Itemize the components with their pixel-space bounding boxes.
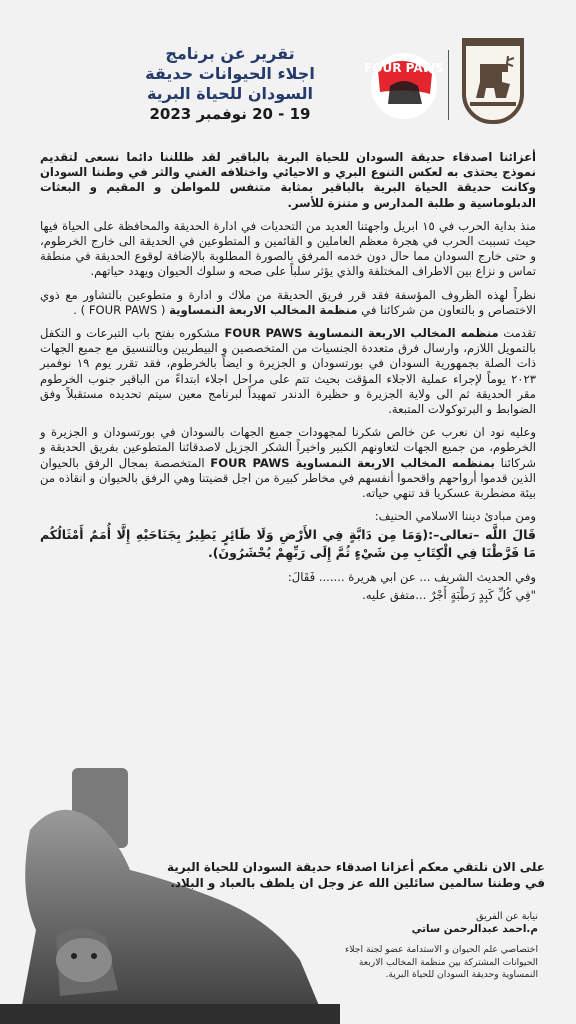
bear-tree-emblem-icon (466, 42, 520, 120)
report-date: 19 - 20 نوفمبر 2023 (149, 105, 311, 123)
report-title-line3: السودان للحياة البرية (146, 84, 314, 103)
signature-on-behalf: نيابة عن الفريق (476, 911, 538, 922)
report-title-line2: اجلاء الحيوانات حديقة (145, 64, 315, 83)
hadith-text: "فِي كُلِّ كَبِدٍ رَطْبَةٍ أَجْرٌ ...متفق عليه. (362, 587, 536, 602)
four-paws-logo (364, 52, 444, 120)
lioness-and-cub-illustration (0, 760, 340, 1024)
report-body (40, 150, 536, 611)
intro-paragraph: أعزائنا اصدقاء حديقة السودان للحياة البرية بالباقير لقد ظللننا دائما نسعى لتقديم نموذج يحتذى به لعكس التنوع البري و الاحيائي واختلافه الغني والثر في وطننا السودان وكانت حديقة الحياة البرية بالباقير بمثابة متنفس للمواطن و المقيم و البعثات الدبلوماسية و طلبة المدارس و متنزة للأسر. (40, 150, 536, 210)
signature-block (330, 910, 538, 982)
thanks-rest: المتخصصة بمجال الرفق بالحيوان الذين قدموا أرواحهم واقحموا أنفسهم في مخاطر كبيرة من اجل قضيتنا وهي الرفق بالحيوان و انقاذه من بيئة مضطربة عسكريا قد تنهي حياته. (40, 455, 536, 501)
four-paws-org-english: ( FOUR PAWS ) . (73, 302, 166, 317)
thanks-paragraph (40, 425, 536, 501)
report-title-line1: تقرير عن برنامج (165, 44, 295, 63)
four-paws-logo-text: FOUR PAWS (364, 61, 444, 75)
decision-paragraph (40, 288, 536, 318)
report-title-block (110, 44, 350, 124)
thanks-start: وعليه نود ان نعرب عن خالص شكرنا لمجهودات جميع الجهات بالسودان في بورتسودان و الجزيرة و الخرطوم، من جميع الجهات لتعاونهم الكبير واخيراً الشكر الجزيل لاصدقائنا المتطوعين بفريق الحديقة و شركائنا (40, 425, 536, 470)
evacuation-start: تقدمت (503, 326, 537, 341)
quran-verse: قَالَ اللَّه –تعالى–:(وَمَا مِن دَابَّةٍ فِي الأَرْضِ وَلَا طَائِرٍ يَطِيرُ بِجَنَاحَيْهِ إِلَّا أُمَمٌ أَمْثَالُكُم مَا فَرَّطْنَا فِي الْكِتَابِ مِن شَيْءٍ ثُمَّ إِلَى رَبِّهِمْ يُحْشَرُونَ). (40, 527, 536, 561)
logo-divider (448, 50, 449, 120)
evacuation-details: مشكوره بفتح باب التبرعات و التكفل بالتمويل اللازم، وارسال فرق متعددة الجنسيات من المتخصصين و البيطريين وبالتنسيق مع جميع الجهات ذات الصلة بجمهورية السودان في بورتسودان و الجزيرة و ايضاً بالخرطوم، فقد تقرر يوم ١٩ نوفمبر ٢٠٢٣ يوماً لإجراء عملية الاجلاء المؤقت بحيث تتم على مراحل اجلاء ابتداءً من الباقير جنوب الخرطوم مقر الحديقة ثم الى ولاية الجزيرة و حظيرة الدندر تمهيداً لبرنامج معين سيتم تحديده مستقبلاً وفق الضوابط و البرتوكولات المتبعة. (40, 326, 536, 417)
signature-name: م.احمد عبدالرحمن ساتي (411, 923, 538, 935)
war-challenges-paragraph: منذ بداية الحرب في ١٥ ابريل واجهتنا العديد من التحديات في ادارة الحديقة والمحافظة على الحياة فيها حيث تسببت الحرب في هجرة معظم العاملين و القائمين و المتطوعين في الحديقة الى خارج الخرطوم، و حتى خارج السودان مما حال دون خدمه المرفق بالصورة المطلوبة بالإضافة لوقوع الحديقة في منطقة تماس و نزاع بين الاطراف المختلفة والذي يؤثر سلباً على صحه و سلوك الحيوان ويهدد حياتهم. (40, 218, 536, 279)
four-paws-org-name: منظمة المخالب الاربعة النمساوية (169, 302, 358, 317)
religion-intro: ومن مبادئ ديننا الاسلامي الحنيف: (374, 509, 536, 524)
closing-statement: على الان نلتقي معكم أعزانا اصدقاء حديقة السودان للحياة البرية في وطننا سالمين سائلين الله عز وجل ان يلطف بالعباد و البلاد. (166, 860, 545, 890)
sudan-wildlife-park-logo (462, 38, 524, 124)
evacuation-org: منظمه المخالب الاربعة النمساوية FOUR PAWS (224, 326, 499, 341)
signature-description: اختصاصي علم الحيوان و الاستدامة عضو لجنة اجلاء الحيوانات المشتركة بين منظمة المخالب الاربعة النمساوية وحديقة السودان للحياة البرية. (345, 944, 538, 980)
thanks-org: بمنظمه المخالب الاربعة النمساوية FOUR PAWS (210, 455, 495, 470)
hadith-intro: وفي الحديث الشريف ... عن ابي هريرة ....... فَقَالَ: (287, 570, 536, 585)
evacuation-paragraph (40, 326, 536, 417)
decision-text: نظراً لهذه الظروف المؤسفة فقد قرر فريق الحديقة من ملاك و ادارة و متطوعين بالتشاور مع ذوي الاختصاص و بالتعاون من شركائنا في (40, 287, 536, 317)
